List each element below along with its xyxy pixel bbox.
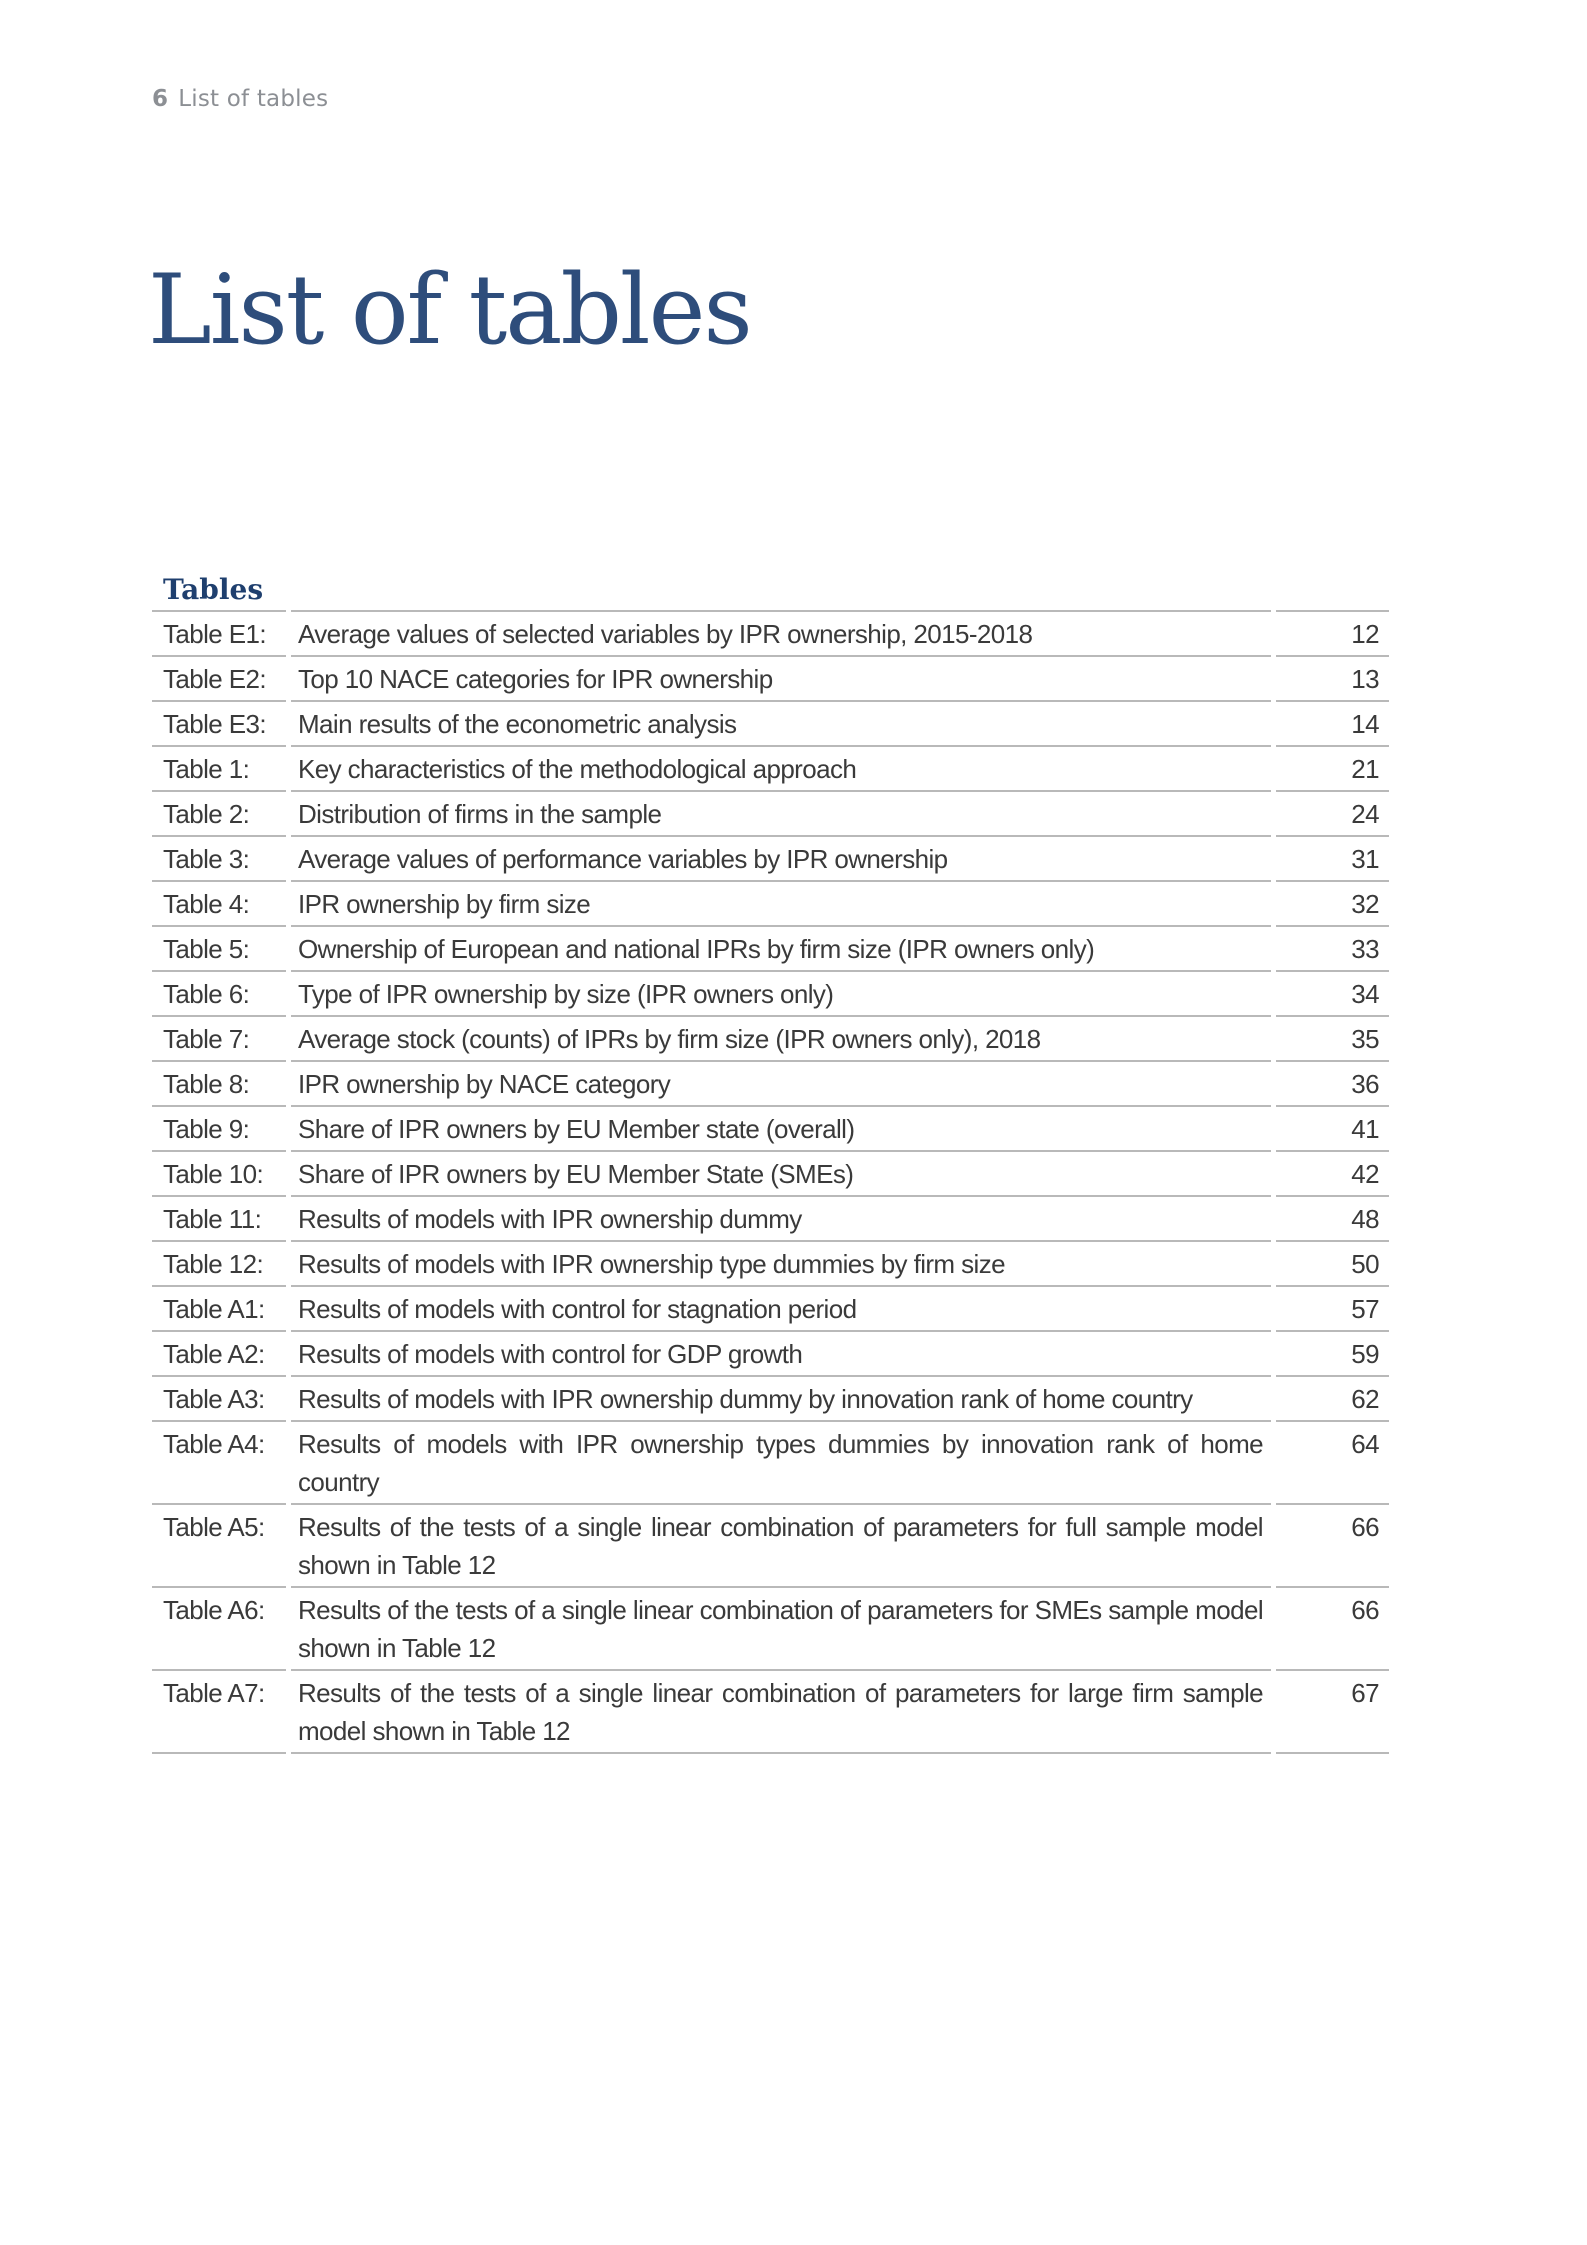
toc-entry-page: 64 (1276, 1420, 1389, 1503)
toc-entry-page: 57 (1276, 1285, 1389, 1330)
toc-entry-label: Table A1: (152, 1285, 286, 1330)
toc-entry-page: 21 (1276, 745, 1389, 790)
toc-entry-page: 66 (1276, 1503, 1389, 1586)
toc-table (152, 610, 1389, 1754)
toc-entry-page: 66 (1276, 1586, 1389, 1669)
toc-entry-page: 35 (1276, 1015, 1389, 1060)
toc-entry-title: Results of models with IPR ownership types dummies by innovation rank of home country (291, 1420, 1271, 1503)
toc-entry-page: 24 (1276, 790, 1389, 835)
toc-entry-title: IPR ownership by NACE category (291, 1060, 1271, 1105)
toc-entry-title: IPR ownership by firm size (291, 880, 1271, 925)
toc-entry-label: Table E2: (152, 655, 286, 700)
toc-entry-label: Table 11: (152, 1195, 286, 1240)
toc-entry-title: Results of models with control for stagnation period (291, 1285, 1271, 1330)
toc-entry-title: Top 10 NACE categories for IPR ownership (291, 655, 1271, 700)
toc-entry-label: Table 6: (152, 970, 286, 1015)
toc-entry[interactable] (152, 1015, 1389, 1060)
toc-entry[interactable] (152, 970, 1389, 1015)
toc-entry-page: 34 (1276, 970, 1389, 1015)
page-number: 6 (152, 86, 169, 112)
toc-entry-page: 67 (1276, 1669, 1389, 1754)
toc-entry[interactable] (152, 925, 1389, 970)
toc-body (152, 610, 1389, 1754)
toc-entry-label: Table 12: (152, 1240, 286, 1285)
toc-entry[interactable] (152, 1105, 1389, 1150)
toc-entry-label: Table A6: (152, 1586, 286, 1669)
toc-entry-page: 14 (1276, 700, 1389, 745)
toc-entry-label: Table 2: (152, 790, 286, 835)
toc-entry[interactable] (152, 1669, 1389, 1754)
toc-entry-title: Results of models with control for GDP growth (291, 1330, 1271, 1375)
toc-entry-title: Ownership of European and national IPRs by firm size (IPR owners only) (291, 925, 1271, 970)
toc-entry[interactable] (152, 835, 1389, 880)
toc-entry-label: Table 9: (152, 1105, 286, 1150)
toc-entry-label: Table 5: (152, 925, 286, 970)
toc-entry-title: Average stock (counts) of IPRs by firm size (IPR owners only), 2018 (291, 1015, 1271, 1060)
toc-entry[interactable] (152, 1060, 1389, 1105)
toc-entry-page: 42 (1276, 1150, 1389, 1195)
toc-entry-label: Table A5: (152, 1503, 286, 1586)
toc-entry-title: Results of the tests of a single linear combination of parameters for large firm sample model shown in Table 12 (291, 1669, 1271, 1754)
toc-heading: Tables (163, 573, 264, 606)
toc-entry[interactable] (152, 700, 1389, 745)
toc-entry-page: 12 (1276, 610, 1389, 655)
toc-entry-title: Key characteristics of the methodological approach (291, 745, 1271, 790)
toc-entry-title: Results of models with IPR ownership dummy (291, 1195, 1271, 1240)
toc-entry-title: Results of the tests of a single linear combination of parameters for full sample model shown in Table 12 (291, 1503, 1271, 1586)
toc-entry[interactable] (152, 1150, 1389, 1195)
toc-entry[interactable] (152, 790, 1389, 835)
toc-entry-title: Share of IPR owners by EU Member state (overall) (291, 1105, 1271, 1150)
page-title: List of tables (148, 254, 751, 366)
toc-entry-page: 33 (1276, 925, 1389, 970)
toc-entry-title: Results of models with IPR ownership dummy by innovation rank of home country (291, 1375, 1271, 1420)
running-header (152, 86, 328, 112)
toc-entry-label: Table A7: (152, 1669, 286, 1754)
toc-entry[interactable] (152, 655, 1389, 700)
toc-entry[interactable] (152, 1586, 1389, 1669)
toc-entry-page: 48 (1276, 1195, 1389, 1240)
toc-entry-label: Table 7: (152, 1015, 286, 1060)
toc-entry-label: Table E3: (152, 700, 286, 745)
toc-entry-page: 59 (1276, 1330, 1389, 1375)
toc-entry-page: 36 (1276, 1060, 1389, 1105)
running-header-title: List of tables (178, 86, 329, 112)
toc-entry-page: 32 (1276, 880, 1389, 925)
toc-entry[interactable] (152, 1330, 1389, 1375)
toc-entry-page: 13 (1276, 655, 1389, 700)
toc-entry-label: Table 8: (152, 1060, 286, 1105)
toc-entry-title: Type of IPR ownership by size (IPR owners only) (291, 970, 1271, 1015)
toc-entry-label: Table A4: (152, 1420, 286, 1503)
toc-entry[interactable] (152, 1195, 1389, 1240)
toc-entry-title: Distribution of firms in the sample (291, 790, 1271, 835)
toc-entry-page: 50 (1276, 1240, 1389, 1285)
toc-entry-page: 31 (1276, 835, 1389, 880)
toc-entry-title: Results of the tests of a single linear combination of parameters for SMEs sample model shown in Table 12 (291, 1586, 1271, 1669)
toc-entry[interactable] (152, 1420, 1389, 1503)
toc-entry-label: Table A2: (152, 1330, 286, 1375)
toc-entry-label: Table 4: (152, 880, 286, 925)
list-of-tables (152, 570, 1389, 1754)
toc-entry-page: 41 (1276, 1105, 1389, 1150)
toc-entry[interactable] (152, 880, 1389, 925)
toc-entry[interactable] (152, 745, 1389, 790)
toc-entry-label: Table A3: (152, 1375, 286, 1420)
toc-entry-title: Share of IPR owners by EU Member State (SMEs) (291, 1150, 1271, 1195)
toc-entry-title: Average values of selected variables by IPR ownership, 2015-2018 (291, 610, 1271, 655)
toc-entry-title: Main results of the econometric analysis (291, 700, 1271, 745)
toc-entry-page: 62 (1276, 1375, 1389, 1420)
toc-entry[interactable] (152, 610, 1389, 655)
toc-entry[interactable] (152, 1285, 1389, 1330)
toc-entry-label: Table 1: (152, 745, 286, 790)
toc-entry-title: Average values of performance variables by IPR ownership (291, 835, 1271, 880)
toc-entry-label: Table E1: (152, 610, 286, 655)
toc-entry-label: Table 10: (152, 1150, 286, 1195)
toc-entry-label: Table 3: (152, 835, 286, 880)
toc-entry[interactable] (152, 1503, 1389, 1586)
toc-entry[interactable] (152, 1375, 1389, 1420)
toc-entry[interactable] (152, 1240, 1389, 1285)
toc-entry-title: Results of models with IPR ownership type dummies by firm size (291, 1240, 1271, 1285)
